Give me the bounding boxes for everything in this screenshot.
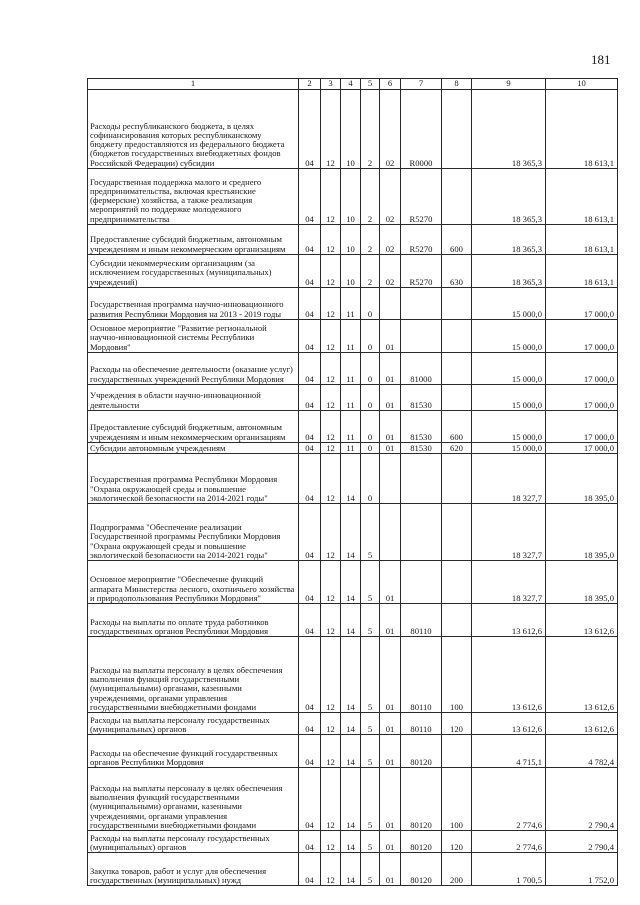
row-name: Государственная программа научно-инновационного развития Республики Мордовия на 2013 - 2019 годы [88, 288, 299, 320]
cell-c9: 18 327,7 [472, 504, 546, 561]
cell-c9: 13 612,6 [472, 604, 546, 637]
cell-c2: 04 [299, 735, 321, 768]
cell-c2: 04 [299, 320, 321, 353]
cell-c5: 5 [361, 637, 380, 713]
cell-c2: 04 [299, 853, 321, 886]
cell-c5: 5 [361, 853, 380, 886]
cell-c8: 620 [442, 443, 472, 454]
page-number: 181 [591, 52, 611, 67]
column-header: 9 [472, 79, 546, 90]
cell-c9: 15 000,0 [472, 411, 546, 443]
cell-c8: 630 [442, 255, 472, 288]
cell-c2: 04 [299, 288, 321, 320]
cell-c10: 17 000,0 [546, 385, 618, 411]
cell-c6: 01 [380, 411, 401, 443]
table-row [88, 637, 618, 713]
cell-c4: 10 [341, 90, 361, 169]
cell-c3: 12 [321, 411, 341, 443]
cell-c2: 04 [299, 504, 321, 561]
table-row [88, 735, 618, 768]
table-row [88, 504, 618, 561]
cell-c9: 15 000,0 [472, 385, 546, 411]
row-name: Расходы на выплаты по оплате труда работников государственных органов Республики Мордовия [88, 604, 299, 637]
row-name: Субсидии автономным учреждениям [88, 443, 299, 454]
cell-c10: 18 395,0 [546, 561, 618, 604]
row-name: Расходы на выплаты персоналу государственных (муниципальных) органов [88, 713, 299, 735]
column-header: 3 [321, 79, 341, 90]
cell-c9: 2 774,6 [472, 768, 546, 831]
cell-c10: 1 752,0 [546, 853, 618, 886]
cell-c6: 01 [380, 443, 401, 454]
cell-c10: 17 000,0 [546, 411, 618, 443]
cell-c6: 01 [380, 353, 401, 385]
cell-c7: R0000 [401, 90, 442, 169]
cell-c9: 18 365,3 [472, 169, 546, 225]
table-row [88, 411, 618, 443]
cell-c7: 80110 [401, 604, 442, 637]
cell-c3: 12 [321, 831, 341, 853]
cell-c6: 01 [380, 637, 401, 713]
cell-c8 [442, 385, 472, 411]
cell-c3: 12 [321, 768, 341, 831]
cell-c8: 120 [442, 831, 472, 853]
cell-c3: 12 [321, 320, 341, 353]
cell-c5: 2 [361, 90, 380, 169]
cell-c10: 13 612,6 [546, 713, 618, 735]
cell-c7: R5270 [401, 255, 442, 288]
cell-c10: 18 613,1 [546, 169, 618, 225]
cell-c3: 12 [321, 255, 341, 288]
cell-c7: R5270 [401, 169, 442, 225]
row-name: Расходы на выплаты персоналу в целях обеспечения выполнения функций государственными (муниципальными) органами, казенными учреждениями, органами управления государственными внебюджетными фондами [88, 637, 299, 713]
table-row [88, 353, 618, 385]
cell-c5: 5 [361, 735, 380, 768]
cell-c4: 14 [341, 768, 361, 831]
cell-c9: 15 000,0 [472, 443, 546, 454]
row-name: Учреждения в области научно-инновационной деятельности [88, 385, 299, 411]
cell-c8: 600 [442, 225, 472, 255]
cell-c10: 2 790,4 [546, 831, 618, 853]
cell-c9: 18 365,3 [472, 90, 546, 169]
cell-c4: 14 [341, 853, 361, 886]
cell-c8: 100 [442, 637, 472, 713]
cell-c6: 01 [380, 561, 401, 604]
cell-c2: 04 [299, 454, 321, 504]
column-header: 10 [546, 79, 618, 90]
cell-c4: 11 [341, 288, 361, 320]
cell-c6: 01 [380, 320, 401, 353]
cell-c10: 18 613,1 [546, 255, 618, 288]
cell-c2: 04 [299, 90, 321, 169]
cell-c6: 01 [380, 831, 401, 853]
cell-c4: 10 [341, 255, 361, 288]
cell-c6: 01 [380, 385, 401, 411]
row-name: Предоставление субсидий бюджетным, автономным учреждениям и иным некоммерческим организациям [88, 411, 299, 443]
cell-c3: 12 [321, 504, 341, 561]
table-row [88, 225, 618, 255]
cell-c7 [401, 320, 442, 353]
cell-c2: 04 [299, 768, 321, 831]
table-row [88, 443, 618, 454]
cell-c7 [401, 288, 442, 320]
cell-c8: 600 [442, 411, 472, 443]
cell-c5: 0 [361, 454, 380, 504]
cell-c6: 02 [380, 90, 401, 169]
table-row [88, 255, 618, 288]
cell-c4: 14 [341, 735, 361, 768]
cell-c9: 15 000,0 [472, 353, 546, 385]
cell-c4: 11 [341, 353, 361, 385]
cell-c6: 01 [380, 735, 401, 768]
cell-c5: 2 [361, 225, 380, 255]
cell-c9: 18 365,3 [472, 255, 546, 288]
table-row [88, 90, 618, 169]
cell-c2: 04 [299, 637, 321, 713]
cell-c3: 12 [321, 454, 341, 504]
table-row [88, 385, 618, 411]
row-name: Закупка товаров, работ и услуг для обеспечения государственных (муниципальных) нужд [88, 853, 299, 886]
cell-c7: 80120 [401, 853, 442, 886]
cell-c7: 81000 [401, 353, 442, 385]
cell-c10: 17 000,0 [546, 443, 618, 454]
table-row [88, 320, 618, 353]
cell-c3: 12 [321, 637, 341, 713]
table-row [88, 561, 618, 604]
cell-c5: 0 [361, 288, 380, 320]
cell-c9: 18 327,7 [472, 454, 546, 504]
cell-c7: 80120 [401, 768, 442, 831]
column-header: 5 [361, 79, 380, 90]
cell-c4: 14 [341, 713, 361, 735]
cell-c3: 12 [321, 713, 341, 735]
cell-c9: 13 612,6 [472, 713, 546, 735]
cell-c10: 18 613,1 [546, 225, 618, 255]
cell-c6: 01 [380, 604, 401, 637]
cell-c8 [442, 454, 472, 504]
table-row [88, 853, 618, 886]
row-name: Субсидии некоммерческим организациям (за исключением государственных (муниципальных) учреждений) [88, 255, 299, 288]
cell-c10: 4 782,4 [546, 735, 618, 768]
cell-c4: 14 [341, 637, 361, 713]
cell-c2: 04 [299, 411, 321, 443]
cell-c7 [401, 504, 442, 561]
table-row [88, 831, 618, 853]
table-header-row [88, 79, 618, 90]
cell-c7: R5270 [401, 225, 442, 255]
cell-c2: 04 [299, 604, 321, 637]
cell-c5: 2 [361, 255, 380, 288]
cell-c5: 5 [361, 713, 380, 735]
cell-c5: 5 [361, 561, 380, 604]
row-name: Подпрограмма "Обеспечение реализации Государственной программы Республики Мордовия "Охрана окружающей среды и повышение экологической безопасности на 2014-2021 годы" [88, 504, 299, 561]
row-name: Государственная поддержка малого и среднего предпринимательства, включая крестьянские (фермерские) хозяйства, а также реализация мероприятий по поддержке молодежного предпринимательства [88, 169, 299, 225]
cell-c4: 14 [341, 831, 361, 853]
cell-c8: 200 [442, 853, 472, 886]
cell-c6: 02 [380, 255, 401, 288]
cell-c3: 12 [321, 353, 341, 385]
table-row [88, 768, 618, 831]
table-row [88, 713, 618, 735]
cell-c10: 18 395,0 [546, 504, 618, 561]
budget-table [87, 78, 618, 886]
cell-c9: 1 700,5 [472, 853, 546, 886]
cell-c5: 0 [361, 385, 380, 411]
column-header: 8 [442, 79, 472, 90]
cell-c3: 12 [321, 853, 341, 886]
table-row [88, 169, 618, 225]
cell-c6: 01 [380, 768, 401, 831]
column-header: 1 [88, 79, 299, 90]
cell-c7: 80110 [401, 637, 442, 713]
cell-c8 [442, 735, 472, 768]
column-header: 4 [341, 79, 361, 90]
cell-c3: 12 [321, 443, 341, 454]
cell-c3: 12 [321, 225, 341, 255]
cell-c6 [380, 454, 401, 504]
cell-c10: 13 612,6 [546, 604, 618, 637]
cell-c8 [442, 561, 472, 604]
column-header: 6 [380, 79, 401, 90]
cell-c6: 02 [380, 225, 401, 255]
row-name: Основное мероприятие "Обеспечение функций аппарата Министерства лесного, охотничьего хозяйства и природопользования Республики Мордовия" [88, 561, 299, 604]
cell-c7 [401, 454, 442, 504]
cell-c2: 04 [299, 169, 321, 225]
cell-c2: 04 [299, 443, 321, 454]
cell-c5: 5 [361, 604, 380, 637]
cell-c10: 17 000,0 [546, 353, 618, 385]
cell-c10: 18 395,0 [546, 454, 618, 504]
cell-c8 [442, 288, 472, 320]
cell-c5: 5 [361, 768, 380, 831]
cell-c8: 100 [442, 768, 472, 831]
cell-c5: 0 [361, 443, 380, 454]
cell-c6: 01 [380, 713, 401, 735]
cell-c5: 0 [361, 353, 380, 385]
row-name: Расходы на выплаты персоналу в целях обеспечения выполнения функций государственными (муниципальными) органами, казенными учреждениями, органами управления государственными внебюджетными фондами [88, 768, 299, 831]
cell-c4: 11 [341, 443, 361, 454]
cell-c7 [401, 561, 442, 604]
row-name: Предоставление субсидий бюджетным, автономным учреждениям и иным некоммерческим организациям [88, 225, 299, 255]
cell-c9: 13 612,6 [472, 637, 546, 713]
cell-c8 [442, 504, 472, 561]
cell-c9: 4 715,1 [472, 735, 546, 768]
cell-c4: 10 [341, 169, 361, 225]
cell-c10: 18 613,1 [546, 90, 618, 169]
row-name: Расходы на обеспечение функций государственных органов Республики Мордовия [88, 735, 299, 768]
cell-c3: 12 [321, 90, 341, 169]
cell-c6 [380, 504, 401, 561]
cell-c4: 10 [341, 225, 361, 255]
cell-c4: 14 [341, 454, 361, 504]
cell-c2: 04 [299, 713, 321, 735]
row-name: Расходы республиканского бюджета, в целях софинансирования которых республиканскому бюджету предоставляются из федерального бюджета (бюджетов государственных внебюджетных фондов Российской Федерации) субсидии [88, 90, 299, 169]
cell-c2: 04 [299, 255, 321, 288]
cell-c2: 04 [299, 225, 321, 255]
cell-c10: 17 000,0 [546, 320, 618, 353]
cell-c8 [442, 90, 472, 169]
cell-c5: 5 [361, 504, 380, 561]
cell-c9: 2 774,6 [472, 831, 546, 853]
column-header: 2 [299, 79, 321, 90]
table-row [88, 454, 618, 504]
row-name: Государственная программа Республики Мордовия "Охрана окружающей среды и повышение экологической безопасности на 2014-2021 годы" [88, 454, 299, 504]
cell-c9: 18 327,7 [472, 561, 546, 604]
column-header: 7 [401, 79, 442, 90]
cell-c7: 80120 [401, 831, 442, 853]
row-name: Расходы на обеспечение деятельности (оказание услуг) государственных учреждений Республики Мордовия [88, 353, 299, 385]
cell-c3: 12 [321, 735, 341, 768]
cell-c4: 14 [341, 561, 361, 604]
cell-c10: 17 000,0 [546, 288, 618, 320]
cell-c7: 80110 [401, 713, 442, 735]
cell-c3: 12 [321, 561, 341, 604]
cell-c5: 2 [361, 169, 380, 225]
cell-c7: 81530 [401, 443, 442, 454]
cell-c4: 11 [341, 320, 361, 353]
cell-c8: 120 [442, 713, 472, 735]
cell-c9: 15 000,0 [472, 288, 546, 320]
cell-c5: 0 [361, 320, 380, 353]
cell-c3: 12 [321, 169, 341, 225]
cell-c2: 04 [299, 353, 321, 385]
cell-c8 [442, 320, 472, 353]
cell-c4: 14 [341, 504, 361, 561]
cell-c7: 80120 [401, 735, 442, 768]
row-name: Основное мероприятие "Развитие региональной научно-инновационной системы Республики Мордовия" [88, 320, 299, 353]
row-name: Расходы на выплаты персоналу государственных (муниципальных) органов [88, 831, 299, 853]
cell-c2: 04 [299, 831, 321, 853]
cell-c8 [442, 604, 472, 637]
table-row [88, 288, 618, 320]
cell-c6 [380, 288, 401, 320]
cell-c3: 12 [321, 604, 341, 637]
cell-c6: 02 [380, 169, 401, 225]
cell-c2: 04 [299, 561, 321, 604]
cell-c4: 11 [341, 385, 361, 411]
cell-c9: 18 365,3 [472, 225, 546, 255]
cell-c5: 5 [361, 831, 380, 853]
cell-c3: 12 [321, 385, 341, 411]
cell-c10: 13 612,6 [546, 637, 618, 713]
cell-c6: 01 [380, 853, 401, 886]
cell-c10: 2 790,4 [546, 768, 618, 831]
table-row [88, 604, 618, 637]
cell-c5: 0 [361, 411, 380, 443]
cell-c4: 14 [341, 604, 361, 637]
cell-c7: 81530 [401, 385, 442, 411]
cell-c7: 81530 [401, 411, 442, 443]
cell-c8 [442, 169, 472, 225]
cell-c9: 15 000,0 [472, 320, 546, 353]
cell-c3: 12 [321, 288, 341, 320]
cell-c4: 11 [341, 411, 361, 443]
cell-c2: 04 [299, 385, 321, 411]
cell-c8 [442, 353, 472, 385]
